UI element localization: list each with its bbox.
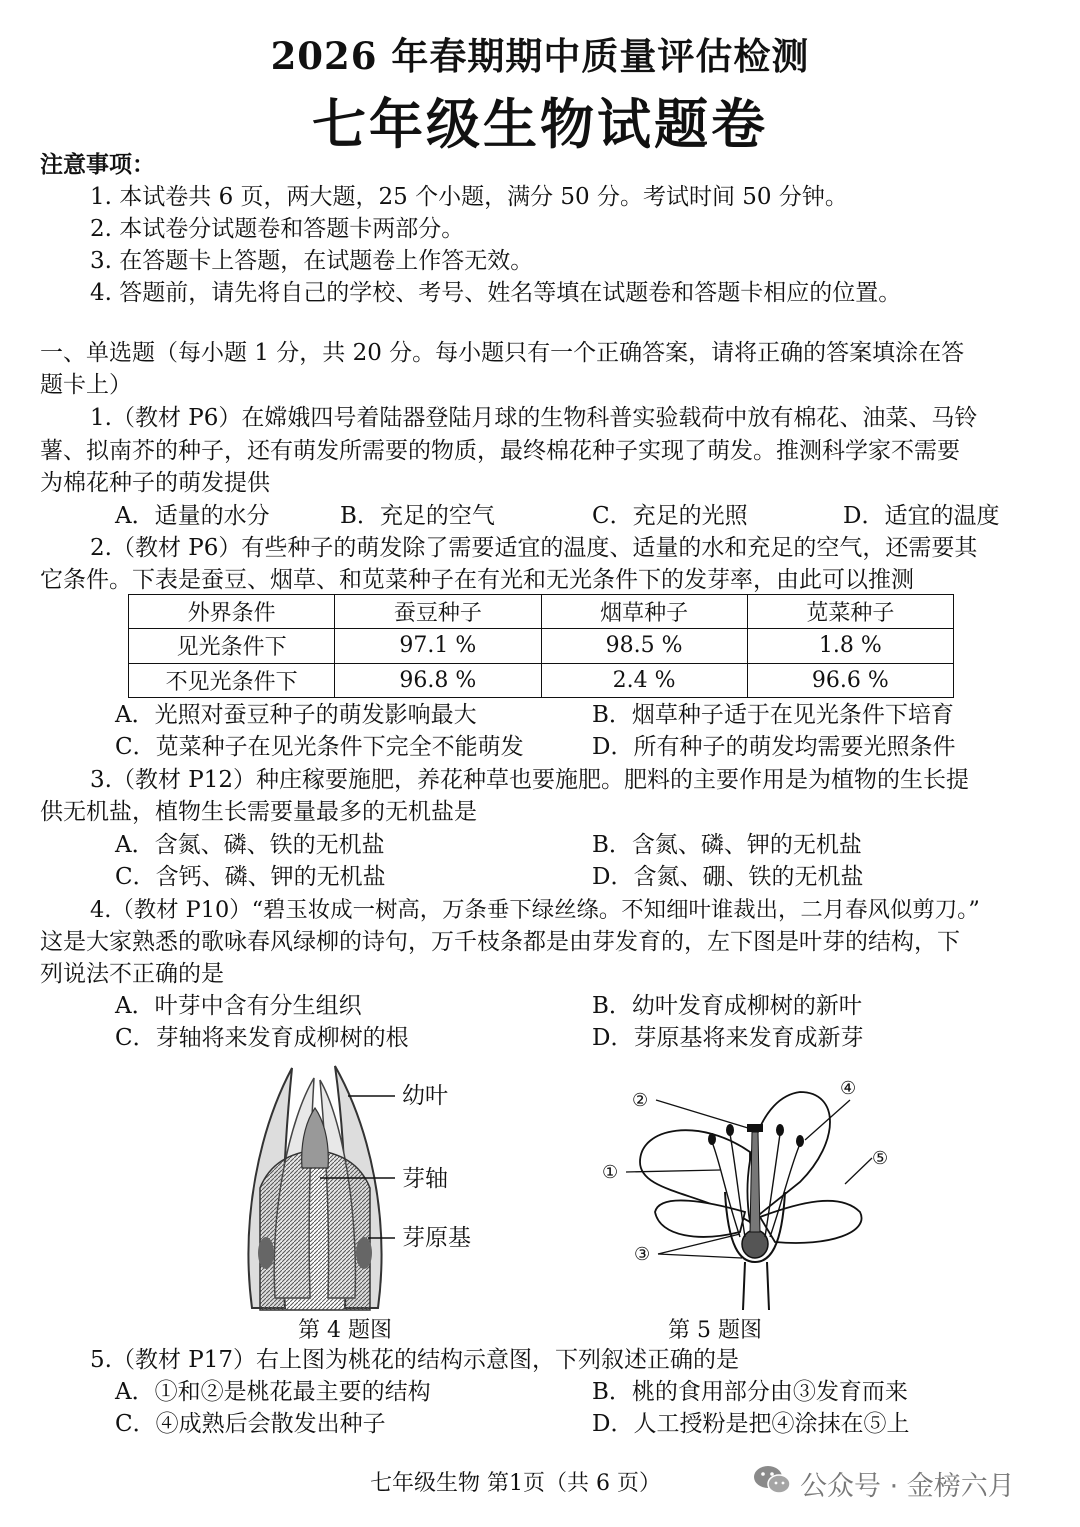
bud-axis-shape: [260, 1150, 370, 1310]
table-header-row: [129, 595, 954, 629]
label-5: ⑤: [872, 1148, 889, 1169]
page-footer: 七年级生物 第1页（共 6 页）: [370, 1471, 661, 1496]
table-cell: 2.4 %: [541, 663, 747, 697]
q4-option-d[interactable]: D．芽原基将来发育成新芽: [592, 1025, 864, 1051]
label-young-leaf: 幼叶: [402, 1083, 448, 1109]
q2-stem: 它条件。下表是蚕豆、烟草、和苋菜种子在有光和无光条件下的发芽率，由此可以推测: [40, 567, 914, 593]
ovary-shape: [742, 1230, 768, 1258]
label-2: ②: [632, 1090, 649, 1111]
q2-option-a[interactable]: A．光照对蚕豆种子的萌发影响最大: [115, 702, 477, 728]
label-3: ③: [634, 1244, 651, 1265]
q4-stem: 列说法不正确的是: [40, 961, 224, 987]
wechat-icon: [752, 1462, 792, 1498]
table-header: 苋菜种子: [747, 595, 953, 629]
peach-flower-figure: [600, 1072, 900, 1312]
table-row: [129, 663, 954, 697]
q3-option-a[interactable]: A．含氮、磷、铁的无机盐: [115, 832, 385, 858]
table-header: 烟草种子: [541, 595, 747, 629]
q2-option-d[interactable]: D．所有种子的萌发均需要光照条件: [592, 734, 956, 760]
q2-option-b[interactable]: B．烟草种子适于在见光条件下培育: [592, 702, 954, 728]
q1-stem: 1.（教材 P6）在嫦娥四号着陆器登陆月球的生物科普实验载荷中放有棉花、油菜、马铃: [90, 405, 978, 431]
table-cell: 96.8 %: [335, 663, 541, 697]
stalk-shape: [743, 1262, 769, 1310]
q3-option-c[interactable]: C．含钙、磷、钾的无机盐: [115, 864, 386, 890]
table-cell: 见光条件下: [129, 629, 335, 663]
label-bud-axis: 芽轴: [402, 1166, 448, 1192]
q5-option-c[interactable]: C．④成熟后会散发出种子: [115, 1411, 386, 1437]
notice-heading: 注意事项：: [40, 151, 155, 178]
q5-option-a[interactable]: A．①和②是桃花最主要的结构: [115, 1379, 431, 1405]
q3-option-d[interactable]: D．含氮、硼、铁的无机盐: [592, 864, 864, 890]
q1-option-a[interactable]: A．适量的水分: [115, 503, 270, 529]
watermark: 公众号 · 金榜六月: [800, 1471, 1015, 1502]
section-heading-cont: 题卡上）: [40, 372, 132, 398]
table-cell: 不见光条件下: [129, 663, 335, 697]
q1-option-c[interactable]: C．充足的光照: [592, 503, 748, 529]
notice-item: 1. 本试卷共 6 页，两大题，25 个小题，满分 50 分。考试时间 50 分钟。: [90, 184, 848, 210]
bud-primordium-shape: [356, 1237, 372, 1269]
exam-title: 2026 年春期期中质量评估检测: [270, 34, 810, 78]
q1-stem: 薯、拟南芥的种子，还有萌发所需要的物质，最终棉花种子实现了萌发。推测科学家不需要: [40, 438, 960, 464]
q1-stem: 为棉花种子的萌发提供: [40, 470, 270, 496]
q5-stem: 5.（教材 P17）右上图为桃花的结构示意图，下列叙述正确的是: [90, 1347, 739, 1373]
q5-option-d[interactable]: D．人工授粉是把④涂抹在⑤上: [592, 1411, 910, 1437]
q4-option-b[interactable]: B．幼叶发育成柳树的新叶: [592, 993, 862, 1019]
q5-option-b[interactable]: B．桃的食用部分由③发育而来: [592, 1379, 908, 1405]
table-header: 外界条件: [129, 595, 335, 629]
table-cell: 1.8 %: [747, 629, 953, 663]
q2-option-c[interactable]: C．苋菜种子在见光条件下完全不能萌发: [115, 734, 524, 760]
notice-item: 2. 本试卷分试题卷和答题卡两部分。: [90, 216, 465, 242]
label-1: ①: [602, 1162, 619, 1183]
figure-5-caption: 第 5 题图: [668, 1318, 762, 1343]
table-cell: 98.5 %: [541, 629, 747, 663]
notice-item: 4. 答题前，请先将自己的学校、考号、姓名等填在试题卷和答题卡相应的位置。: [90, 280, 902, 306]
label-bud-primordium: 芽原基: [402, 1225, 471, 1251]
q2-stem: 2.（教材 P6）有些种子的萌发除了需要适宜的温度、适量的水和充足的空气，还需要其: [90, 535, 978, 561]
q4-option-a[interactable]: A．叶芽中含有分生组织: [115, 993, 362, 1019]
table-row: [129, 629, 954, 663]
table-cell: 97.1 %: [335, 629, 541, 663]
section-heading: 一、单选题（每小题 1 分，共 20 分。每小题只有一个正确答案，请将正确的答案填涂在答: [40, 340, 965, 366]
table-cell: 96.6 %: [747, 663, 953, 697]
table-header: 蚕豆种子: [335, 595, 541, 629]
q3-option-b[interactable]: B．含氮、磷、钾的无机盐: [592, 832, 862, 858]
bud-primordium-shape: [258, 1237, 274, 1269]
leaf-bud-figure: [230, 1058, 500, 1316]
germination-table: [128, 594, 954, 698]
q4-stem: 这是大家熟悉的歌咏春风绿柳的诗句，万千枝条都是由芽发育的，左下图是叶芽的结构，下: [40, 929, 960, 955]
notice-item: 3. 在答题卡上答题，在试题卷上作答无效。: [90, 248, 534, 274]
q1-option-d[interactable]: D．适宜的温度: [843, 503, 1000, 529]
figure-4-caption: 第 4 题图: [298, 1318, 392, 1343]
q3-stem: 3.（教材 P12）种庄稼要施肥，养花种草也要施肥。肥料的主要作用是为植物的生长提: [90, 767, 969, 793]
stigma-shape: [747, 1124, 763, 1132]
q4-stem: 4.（教材 P10）“碧玉妆成一树高，万条垂下绿丝绦。不知细叶谁裁出，二月春风似剪刀。”: [90, 897, 980, 923]
paper-title: 七年级生物试题卷: [312, 92, 768, 156]
pistil-style-shape: [750, 1132, 760, 1232]
q4-option-c[interactable]: C．芽轴将来发育成柳树的根: [115, 1025, 409, 1051]
q3-stem: 供无机盐，植物生长需要量最多的无机盐是: [40, 799, 477, 825]
q1-option-b[interactable]: B．充足的空气: [340, 503, 495, 529]
label-4: ④: [840, 1078, 857, 1099]
